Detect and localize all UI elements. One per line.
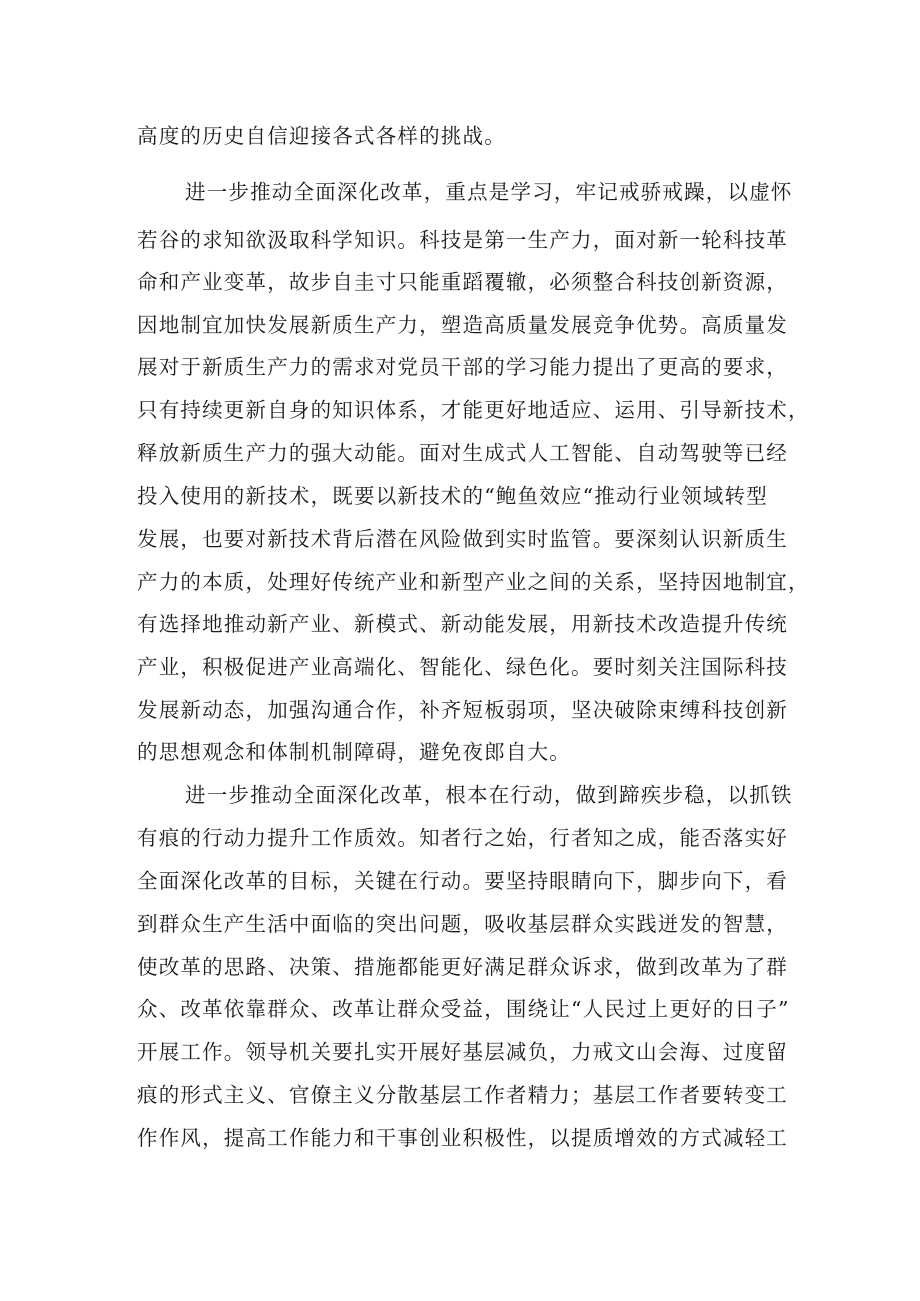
text-line: 痕的形式主义、官僚主义分散基层工作者精力；基层工作者要转变工 (137, 1083, 788, 1107)
text-line: 发展新动态，加强沟通合作，补齐短板弱项，坚决破除束缚科技创新 (137, 698, 788, 722)
text-line: 高度的历史自信迎接各式各样的挑战。 (137, 124, 506, 148)
text-line: 发展，也要对新技术背后潜在风险做到实时监管。要深刻认识新质生 (137, 527, 788, 551)
paragraph-first-line: 进一步推动全面深化改革，重点是学习，牢记戒骄戒躁，以虚怀 (185, 180, 793, 204)
text-line: 因地制宜加快发展新质生产力，塑造高质量发展竞争优势。高质量发 (137, 313, 788, 337)
text-line: 只有持续更新自身的知识体系，才能更好地适应、运用、引导新技术， (137, 398, 810, 422)
text-line: 命和产业变革，故步自圭寸只能重蹈覆辙，必须整合科技创新资源， (137, 270, 788, 294)
text-line: 若谷的求知欲汲取科学知识。科技是第一生产力，面对新一轮科技革 (137, 228, 788, 252)
paragraph-first-line: 进一步推动全面深化改革，根本在行动，做到蹄疾步稳，以抓铁 (185, 783, 793, 807)
text-line: 释放新质生产力的强大动能。面对生成式人工智能、自动驾驶等已经 (137, 441, 788, 465)
text-line: 开展工作。领导机关要扎实开展好基层减负，力戒文山会海、过度留 (137, 1040, 788, 1064)
text-line: 作作风，提高工作能力和干事创业积极性，以提质增效的方式减轻工 (137, 1126, 788, 1150)
text-line: 投入使用的新技术，既要以新技术的“鲍鱼效应“推动行业领域转型 (137, 484, 768, 508)
text-line: 有选择地推动新产业、新模式、新动能发展，用新技术改造提升传统 (137, 612, 788, 636)
text-line: 使改革的思路、决策、措施都能更好满足群众诉求，做到改革为了群 (137, 955, 788, 979)
text-line: 到群众生产生活中面临的突出问题，吸收基层群众实践迸发的智慧， (137, 912, 788, 936)
text-line: 众、改革依靠群众、改革让群众受益，围绕让“人民过上更好的日子” (137, 997, 790, 1021)
text-line: 有痕的行动力提升工作质效。知者行之始，行者知之成，能否落实好 (137, 826, 788, 850)
text-line: 的思想观念和体制机制障碍，避免夜郎自大。 (137, 740, 571, 764)
text-line: 展对于新质生产力的需求对党员干部的学习能力提出了更高的要求， (137, 355, 788, 379)
text-line: 全面深化改革的目标，关键在行动。要坚持眼睛向下，脚步向下，看 (137, 869, 788, 893)
text-line: 产业，积极促进产业高端化、智能化、绿色化。要时刻关注国际科技 (137, 655, 788, 679)
text-line: 产力的本质，处理好传统产业和新型产业之间的关系，坚持因地制宜， (137, 570, 810, 594)
